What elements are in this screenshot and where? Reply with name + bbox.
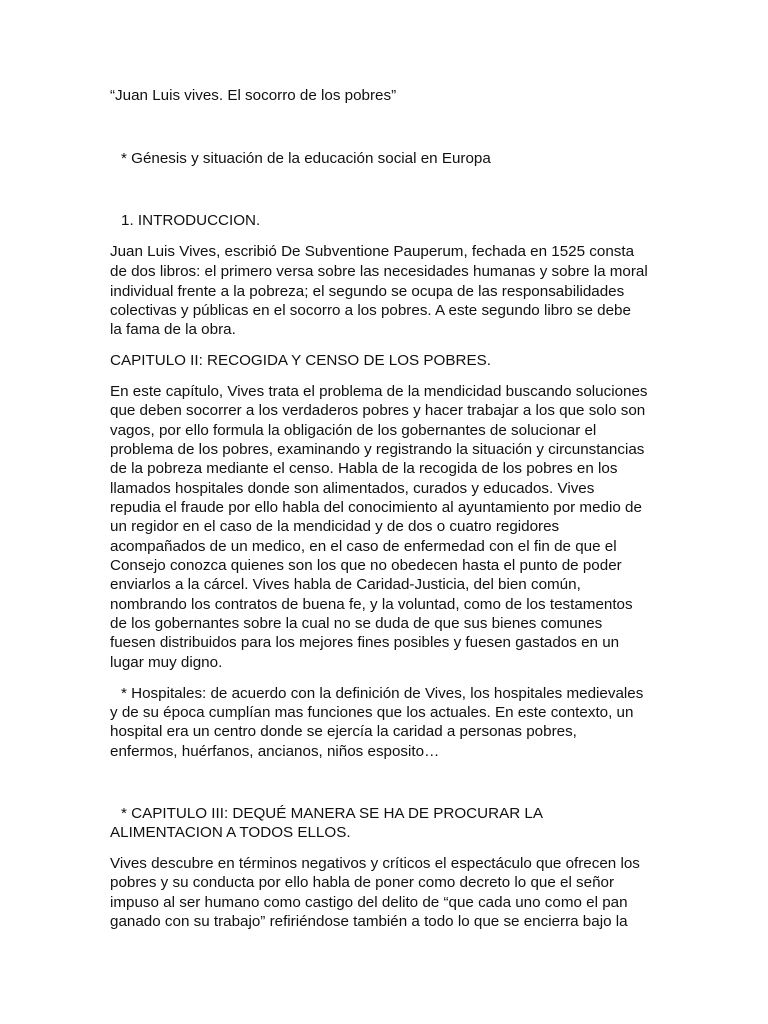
paragraph-line: Consejo conozca quienes son los que no obedecen hasta el punto de poder: [110, 557, 622, 574]
paragraph-line: lugar muy digno.: [110, 654, 223, 671]
document-subtitle: * Génesis y situación de la educación social en Europa: [121, 150, 491, 167]
paragraph-line: Juan Luis Vives, escribió De Subventione Pauperum, fechada en 1525 consta: [110, 243, 635, 260]
paragraph-line: la fama de la obra.: [110, 321, 236, 338]
paragraph-line: que deben socorrer a los verdaderos pobres y hacer trabajar a los que solo son: [110, 402, 646, 419]
paragraph-line: individual frente a la pobreza; el segundo se ocupa de las responsabilidades: [110, 283, 625, 300]
heading-line: * CAPITULO III: DEQUÉ MANERA SE HA DE PROCURAR LA: [121, 805, 543, 822]
paragraph-line: problema de los pobres, examinando y registrando la situación y circunstancias: [110, 441, 645, 458]
paragraph-line: repudia el fraude por ello habla del conocimiento al ayuntamiento por medio de: [110, 499, 642, 516]
paragraph-line: colectivas y públicas en el socorro a los pobres. A este segundo libro se debe: [110, 302, 631, 319]
paragraph-line: acompañados de un medico, en el caso de enfermedad con el fin de que el: [110, 538, 617, 555]
paragraph-line: * Hospitales: de acuerdo con la definición de Vives, los hospitales medievales: [121, 685, 644, 702]
section-heading-introduccion: 1. INTRODUCCION.: [121, 212, 261, 229]
heading-line: ALIMENTACION A TODOS ELLOS.: [110, 824, 351, 841]
paragraph-line: pobres y su conducta por ello habla de poner como decreto lo que el señor: [110, 874, 615, 891]
paragraph-line: fuesen distribuidos para los mejores fines posibles y fuesen gastados en un: [110, 634, 620, 651]
paragraph-line: Vives descubre en términos negativos y críticos el espectáculo que ofrecen los: [110, 855, 640, 872]
document-title: “Juan Luis vives. El socorro de los pobres”: [110, 87, 397, 104]
paragraph-line: y de su época cumplían mas funciones que los actuales. En este contexto, un: [110, 704, 634, 721]
chapter-heading-ii: CAPITULO II: RECOGIDA Y CENSO DE LOS POBRES.: [110, 352, 491, 369]
paragraph-line: de los gobernantes sobre la cual no se duda de que sus bienes comunes: [110, 615, 603, 632]
paragraph-line: de la pobreza mediante el censo. Habla de la recogida de los pobres en los: [110, 460, 618, 477]
paragraph-line: un regidor en el caso de la mendicidad y de dos o cuatro regidores: [110, 518, 560, 535]
paragraph-line: de dos libros: el primero versa sobre las necesidades humanas y sobre la moral: [110, 263, 648, 280]
paragraph-line: vagos, por ello formula la obligación de los gobernantes de solucionar el: [110, 422, 597, 439]
paragraph-line: En este capítulo, Vives trata el problema de la mendicidad buscando soluciones: [110, 383, 648, 400]
paragraph-line: ganado con su trabajo” refiriéndose también a todo lo que se encierra bajo la: [110, 913, 628, 930]
paragraph-line: impuso al ser humano como castigo del delito de “que cada uno como el pan: [110, 894, 628, 911]
paragraph-line: enfermos, huérfanos, ancianos, niños esposito…: [110, 743, 440, 760]
paragraph-line: llamados hospitales donde son alimentados, curados y educados. Vives: [110, 480, 595, 497]
paragraph-line: nombrando los contratos de buena fe, y la voluntad, como de los testamentos: [110, 596, 633, 613]
paragraph-line: enviarlos a la cárcel. Vives habla de Caridad-Justicia, del bien común,: [110, 576, 581, 593]
paragraph-line: hospital era un centro donde se ejercía la caridad a personas pobres,: [110, 723, 577, 740]
